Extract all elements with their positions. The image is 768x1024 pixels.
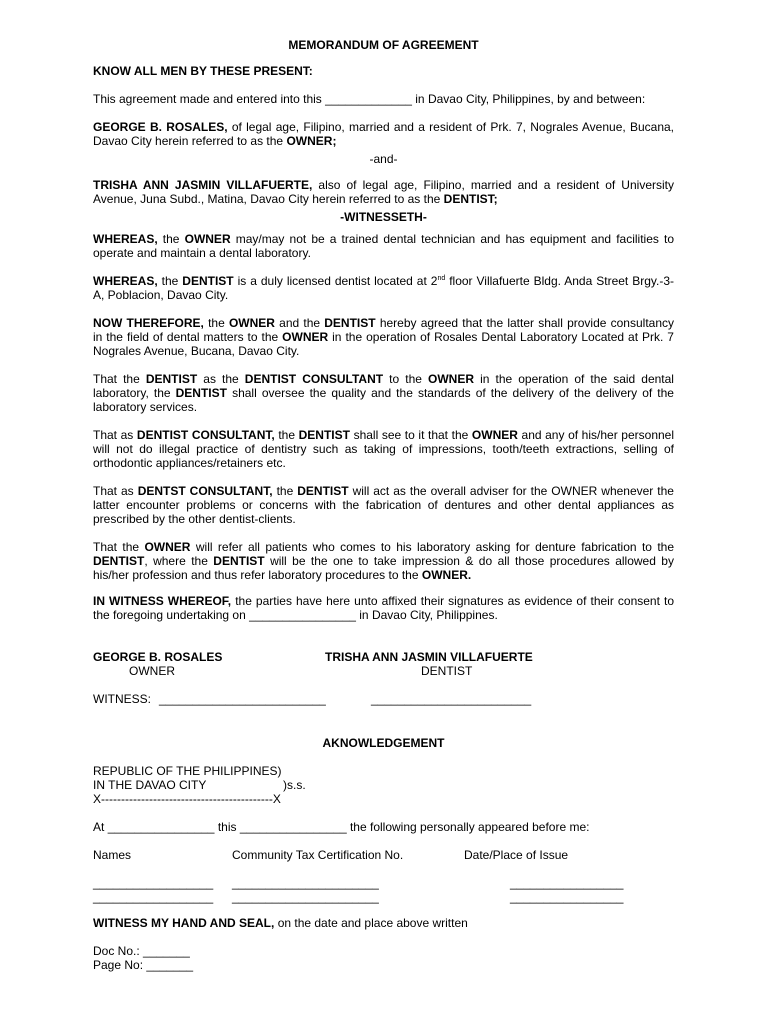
intro-date-blank: _____________ bbox=[325, 92, 412, 106]
clause1-t3: to the bbox=[389, 372, 422, 386]
venue-line-1: REPUBLIC OF THE PHILIPPINES) bbox=[93, 764, 282, 778]
signature-block bbox=[93, 650, 674, 678]
whereas2-t2: is a duly licensed dentist located at 2 bbox=[237, 274, 438, 288]
clause1-owner: OWNER bbox=[428, 372, 474, 386]
now-therefore-t4: in the operation of Rosales Dental Laboratory Located at Prk. 7 Nograles Avenue, Bucana, Davao City. bbox=[93, 330, 674, 358]
now-therefore-dentist: DENTIST bbox=[324, 316, 376, 330]
clause4-t2: will refer all patients who comes to his laboratory asking for denture fabrication to the bbox=[195, 540, 675, 554]
witness-hand-line bbox=[93, 916, 674, 930]
document-page bbox=[93, 34, 674, 972]
whereas2-t1: the bbox=[161, 274, 179, 288]
whereas2-paragraph bbox=[93, 274, 674, 302]
now-therefore-t2: and the bbox=[279, 316, 321, 330]
witness-whereof-lead: IN WITNESS WHEREOF, bbox=[93, 594, 232, 608]
at-blank: ________________ bbox=[107, 820, 215, 834]
this-blank: ________________ bbox=[239, 820, 347, 834]
notarial-register bbox=[93, 944, 674, 972]
intro-text-2: in Davao City, Philippines, by and between: bbox=[415, 92, 646, 106]
venue-line-2 bbox=[93, 778, 674, 792]
clause2-paragraph bbox=[93, 428, 674, 470]
clause4-t1: That the bbox=[93, 540, 140, 554]
table-header bbox=[93, 848, 674, 862]
whereas1-t2: may/may not be a trained dental technician and has equipment and facilities to operate and maintain a dental laboratory. bbox=[93, 232, 674, 260]
col-names: Names bbox=[93, 848, 132, 862]
witness-whereof-t2: in Davao City, Philippines. bbox=[359, 608, 498, 622]
clause4-paragraph bbox=[93, 540, 674, 582]
clause2-t2: the bbox=[278, 428, 296, 442]
acknowledgement-title: AKNOWLEDGEMENT bbox=[322, 736, 445, 750]
doc-no-blank: _______ bbox=[143, 944, 190, 958]
witness-whereof-t1: the parties have here unto affixed their signatures as evidence of their consent to the foregoing undertaking on bbox=[93, 594, 674, 622]
col-ctc: Community Tax Certification No. bbox=[232, 848, 404, 862]
witness-blank-2: ________________________ bbox=[371, 692, 532, 706]
dentist-signature-role: DENTIST bbox=[421, 664, 473, 678]
at-label: At bbox=[93, 820, 105, 834]
now-therefore-owner: OWNER bbox=[228, 316, 275, 330]
dentist-signature-name: TRISHA ANN JASMIN VILLAFUERTE bbox=[325, 650, 533, 664]
party1-name: GEORGE B. ROSALES, bbox=[93, 120, 228, 134]
now-therefore-paragraph bbox=[93, 316, 674, 358]
blank-ctc-1: ______________________ bbox=[232, 876, 379, 890]
whereas1-t1: the bbox=[162, 232, 180, 246]
page-no-line bbox=[93, 958, 674, 972]
now-therefore-t1: the bbox=[208, 316, 225, 330]
now-therefore-owner2: OWNER bbox=[282, 330, 329, 344]
clause2-t4: and any of his/her personnel will not do illegal practice of dentistry such as taking of impressions, tooth/teeth extractions, selling of orthodontic appliances/retainers etc. bbox=[93, 428, 675, 470]
clause3-t1: That as bbox=[93, 484, 134, 498]
owner-signature-name: GEORGE B. ROSALES bbox=[93, 650, 223, 664]
owner-signature-role: OWNER bbox=[129, 664, 175, 678]
witness-whereof-paragraph bbox=[93, 594, 674, 622]
party1-paragraph bbox=[93, 120, 674, 148]
intro-text-1: This agreement made and entered into this bbox=[93, 92, 322, 106]
doc-no-line bbox=[93, 944, 674, 958]
clause2-t3: shall see to it that the bbox=[353, 428, 469, 442]
witness-line bbox=[93, 692, 674, 706]
clause1-t5: shall oversee the quality and the standards of the delivery of the delivery of the laboratory services. bbox=[93, 386, 674, 414]
clause1-paragraph bbox=[93, 372, 674, 414]
and-separator: -and- bbox=[369, 152, 398, 166]
whereas2-sup: nd bbox=[437, 275, 446, 282]
now-therefore-lead: NOW THEREFORE, bbox=[93, 316, 204, 330]
page-no-blank: _______ bbox=[146, 958, 194, 972]
this-label: this bbox=[217, 820, 237, 834]
blank-name-2: __________________ bbox=[93, 890, 214, 904]
venue-ss: )s.s. bbox=[283, 778, 306, 792]
witness-blank-1: _________________________ bbox=[159, 692, 326, 706]
whereas2-dentist: DENTIST bbox=[182, 274, 234, 288]
clause4-owner2: OWNER. bbox=[421, 568, 472, 582]
clause2-t1: That as bbox=[93, 428, 134, 442]
clause4-owner: OWNER bbox=[144, 540, 191, 554]
page-no-label: Page No: bbox=[93, 958, 144, 972]
venue-city: IN THE DAVAO CITY bbox=[93, 778, 207, 792]
clause2-owner: OWNER bbox=[471, 428, 518, 442]
blank-ctc-2: ______________________ bbox=[232, 890, 379, 904]
clause2-dentist: DENTIST bbox=[298, 428, 350, 442]
intro-paragraph bbox=[93, 92, 674, 106]
clause1-dentist2: DENTIST bbox=[175, 386, 227, 400]
appearance-line bbox=[93, 820, 674, 834]
party2-role: DENTIST; bbox=[443, 192, 498, 206]
party1-text: of legal age, Filipino, married and a resident of Prk. 7, Nograles Avenue, Bucana, Davao City herein referred to as the bbox=[93, 120, 675, 148]
blank-name-1: __________________ bbox=[93, 876, 214, 890]
whereas2-t3: floor Villafuerte Bldg. Anda Street Brgy.-3-A, Poblacion, Davao City. bbox=[93, 274, 674, 302]
clause4-dentist2: DENTIST bbox=[213, 554, 265, 568]
witness-label: WITNESS: bbox=[93, 692, 152, 706]
now-therefore-t3: hereby agreed that the latter shall provide consultancy in the field of dental matters to the bbox=[93, 316, 674, 344]
clause3-t2: the bbox=[276, 484, 294, 498]
clause1-dentist: DENTIST bbox=[145, 372, 198, 386]
party2-text: also of legal age, Filipino, married and a resident of University Avenue, Juna Subd., Matina, Davao City herein referred to as the bbox=[93, 178, 674, 206]
party1-role: OWNER; bbox=[286, 134, 337, 148]
clause4-dentist: DENTIST bbox=[93, 554, 145, 568]
clause1-t1: That the bbox=[93, 372, 140, 386]
whereas1-owner: OWNER bbox=[184, 232, 231, 246]
document-title: MEMORANDUM OF AGREEMENT bbox=[288, 38, 479, 52]
doc-no-label: Doc No.: bbox=[93, 944, 140, 958]
witness-hand-text: on the date and place above written bbox=[277, 916, 468, 930]
clause1-t4: in the operation of the said dental laboratory, the bbox=[93, 372, 674, 400]
party2-name: TRISHA ANN JASMIN VILLAFUERTE, bbox=[93, 178, 313, 192]
witness-whereof-blank: ________________ bbox=[249, 608, 356, 622]
col-date: Date/Place of Issue bbox=[464, 848, 569, 862]
party2-paragraph bbox=[93, 178, 674, 206]
clause3-t3: will act as the overall adviser for the OWNER whenever the latter encounter problems or concerns with the fabrication of dentures and other dental appliances as prescribed by the other dentist-clients. bbox=[93, 484, 674, 526]
blank-date-1: _________________ bbox=[510, 876, 624, 890]
witness-hand-bold: WITNESS MY HAND AND SEAL, bbox=[93, 916, 275, 930]
clause3-dentist: DENTIST bbox=[297, 484, 349, 498]
table-blanks bbox=[93, 876, 674, 904]
clause2-consultant: DENTIST CONSULTANT, bbox=[136, 428, 275, 442]
venue-line-3: X-------------------------------------------X bbox=[93, 792, 281, 806]
clause1-t2: as the bbox=[203, 372, 239, 386]
clause4-t4: will be the one to take impression & do all those procedures allowed by his/her profession and thus refer laboratory procedures to the bbox=[93, 554, 674, 582]
witnesseth-heading: -WITNESSETH- bbox=[340, 210, 427, 224]
venue-block bbox=[93, 764, 674, 806]
document-heading: KNOW ALL MEN BY THESE PRESENT: bbox=[93, 64, 313, 78]
whereas2-lead: WHEREAS, bbox=[93, 274, 158, 288]
clause3-paragraph bbox=[93, 484, 674, 526]
whereas1-lead: WHEREAS, bbox=[93, 232, 158, 246]
whereas1-paragraph bbox=[93, 232, 674, 260]
appeared-text: the following personally appeared before me: bbox=[349, 820, 590, 834]
clause1-consultant: DENTIST CONSULTANT bbox=[244, 372, 384, 386]
clause4-t3: , where the bbox=[144, 554, 208, 568]
blank-date-2: _________________ bbox=[510, 890, 624, 904]
clause3-consultant: DENTST CONSULTANT, bbox=[137, 484, 273, 498]
